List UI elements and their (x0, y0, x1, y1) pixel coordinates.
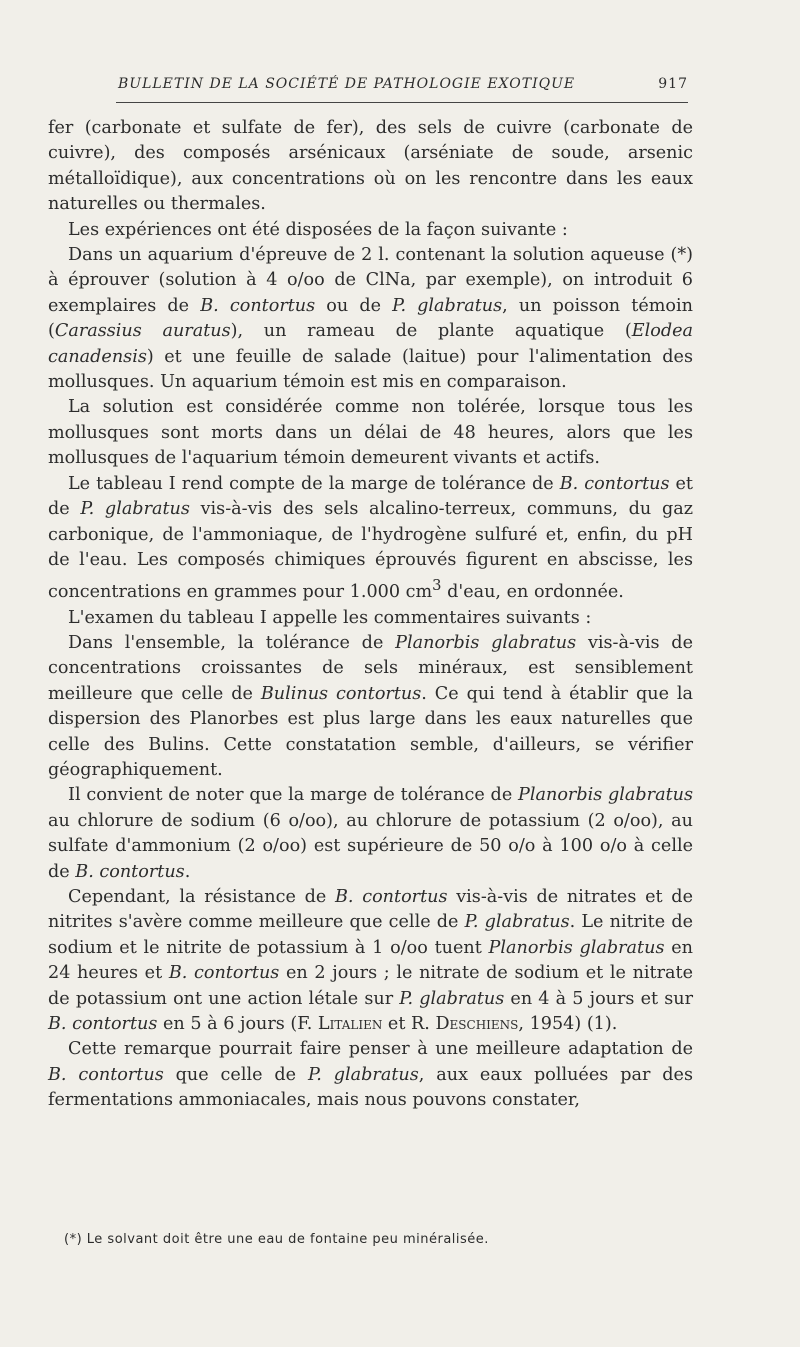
header-rule (116, 102, 688, 103)
paragraph-6-text: L'examen du tableau I appelle les commentaires suivants : (68, 607, 592, 628)
text-run: et de (48, 473, 693, 520)
paragraph-6 (48, 606, 693, 631)
paragraph-9 (48, 885, 693, 1037)
text-run: en 2 jours ; le nitrate de sodium et le nitrate de potassium ont une action létale sur (48, 963, 693, 1009)
paragraph-2 (48, 218, 693, 243)
species-name: B. contortus (168, 963, 280, 984)
species-name: Elodea canadensis (48, 321, 693, 367)
species-name: P. glabratus (80, 499, 190, 520)
species-name: Planorbis glabratus (395, 632, 577, 653)
species-name: Carassius auratus (54, 321, 231, 342)
text-run: et R. (382, 1014, 436, 1035)
superscript: 3 (432, 577, 442, 595)
species-name: B. contortus (48, 1064, 164, 1085)
author-name: Deschiens (435, 1014, 519, 1035)
paragraph-1-text: fer (carbonate et sulfate de fer), des sels de cuivre (carbonate de cuivre), des composés arsénicaux (arséniate de soude, arsenic métalloïdique), aux concentrations où on les rencontre dans les eaux naturelles ou thermales. (48, 118, 693, 215)
text-run: ) et une feuille de salade (laitue) pour l'alimentation des mollusques. Un aquarium témoin est mis en comparaison. (48, 346, 693, 393)
species-name: P. glabratus (464, 912, 570, 933)
species-name: P. glabratus (399, 988, 505, 1009)
text-run: en 5 à 6 jours (F. (157, 1014, 318, 1035)
text-run: . Le nitrite de sodium et le nitrite de potassium à 1 o/oo tuent (48, 912, 693, 958)
journal-title: BULLETIN DE LA SOCIÉTÉ DE PATHOLOGIE EXOTIQUE (118, 76, 576, 92)
text-run: en 4 à 5 jours et sur (504, 988, 693, 1009)
text-run: en 24 heures et (48, 937, 693, 984)
paragraph-1 (48, 116, 693, 218)
species-name: P. glabratus (308, 1064, 419, 1085)
species-name: P. glabratus (392, 295, 503, 316)
footnote: (*) Le solvant doit être une eau de fontaine peu minéralisée. (64, 1232, 489, 1247)
species-name: B. contortus (48, 1014, 158, 1035)
text-run: , aux eaux polluées par des fermentations ammoniacales, mais nous pouvons constater, (48, 1064, 693, 1111)
paragraph-8 (48, 783, 693, 885)
text-run: ), un rameau de plante aquatique ( (230, 321, 632, 342)
text-run: Dans l'ensemble, la tolérance de (68, 632, 396, 653)
paragraph-2-text: Les expériences ont été disposées de la façon suivante : (68, 219, 568, 240)
species-name: B. contortus (200, 295, 316, 316)
text-run: Dans un aquarium d'épreuve de 2 l. contenant la solution aqueuse (*) à éprouver (solution à 4 o/oo de ClNa, par exemple), on introduit 6 exemplaires de (48, 245, 693, 316)
species-name: B. contortus (559, 473, 670, 494)
paragraph-4 (48, 395, 693, 471)
paragraph-5 (48, 472, 693, 606)
text-run: vis-à-vis de concentrations croissantes de sels minéraux, est sensiblement meilleure que celle de (48, 632, 693, 704)
paragraph-3 (48, 243, 693, 395)
text-run: , un poisson témoin ( (48, 295, 693, 342)
text-run: , 1954) (1). (518, 1014, 618, 1035)
text-run: Le tableau I rend compte de la marge de tolérance de (68, 473, 560, 494)
species-name: Bulinus contortus (260, 683, 422, 704)
text-run: ou de (315, 295, 393, 316)
page-number: 917 (658, 76, 688, 92)
paragraph-7 (48, 631, 693, 783)
text-run: . (184, 861, 191, 882)
text-run: au chlorure de sodium (6 o/oo), au chlorure de potassium (2 o/oo), au sulfate d'ammonium (2 o/oo) est supérieure de 50 o/o à 100 o/o à celle de (48, 810, 693, 882)
paragraph-4-text: La solution est considérée comme non tolérée, lorsque tous les mollusques sont morts dans un délai de 48 heures, alors que les mollusques de l'aquarium témoin demeurent vivants et actifs. (48, 397, 693, 469)
text-run: vis-à-vis de nitrates et de nitrites s'avère comme meilleure que celle de (48, 887, 693, 933)
author-name: Litalien (317, 1014, 383, 1035)
text-run: . Ce qui tend à établir que la dispersion des Planorbes est plus large dans les eaux naturelles que celle des Bulins. Cette constatation semble, d'ailleurs, se vérifier géographiquement. (48, 683, 694, 781)
text-run: vis-à-vis des sels alcalino-terreux, communs, du gaz carbonique, de l'ammoniaque, de l'hydrogène sulfuré et, enfin, du pH de l'eau. Les composés chimiques éprouvés figurent en abscisse, les concentrations en grammes pour 1.000 cm (48, 499, 693, 603)
species-name: Planorbis glabratus (518, 785, 693, 806)
text-run: Cette remarque pourrait faire penser à une meilleure adaptation de (68, 1039, 693, 1060)
text-run: Il convient de noter que la marge de tolérance de (68, 785, 519, 806)
text-run: d'eau, en ordonnée. (441, 582, 624, 603)
species-name: Planorbis glabratus (488, 937, 665, 958)
species-name: B. contortus (75, 861, 185, 882)
text-run: que celle de (163, 1064, 308, 1085)
body-text (48, 116, 693, 1114)
paragraph-10 (48, 1037, 693, 1113)
species-name: B. contortus (334, 887, 448, 908)
text-run: Cependant, la résistance de (68, 887, 335, 908)
